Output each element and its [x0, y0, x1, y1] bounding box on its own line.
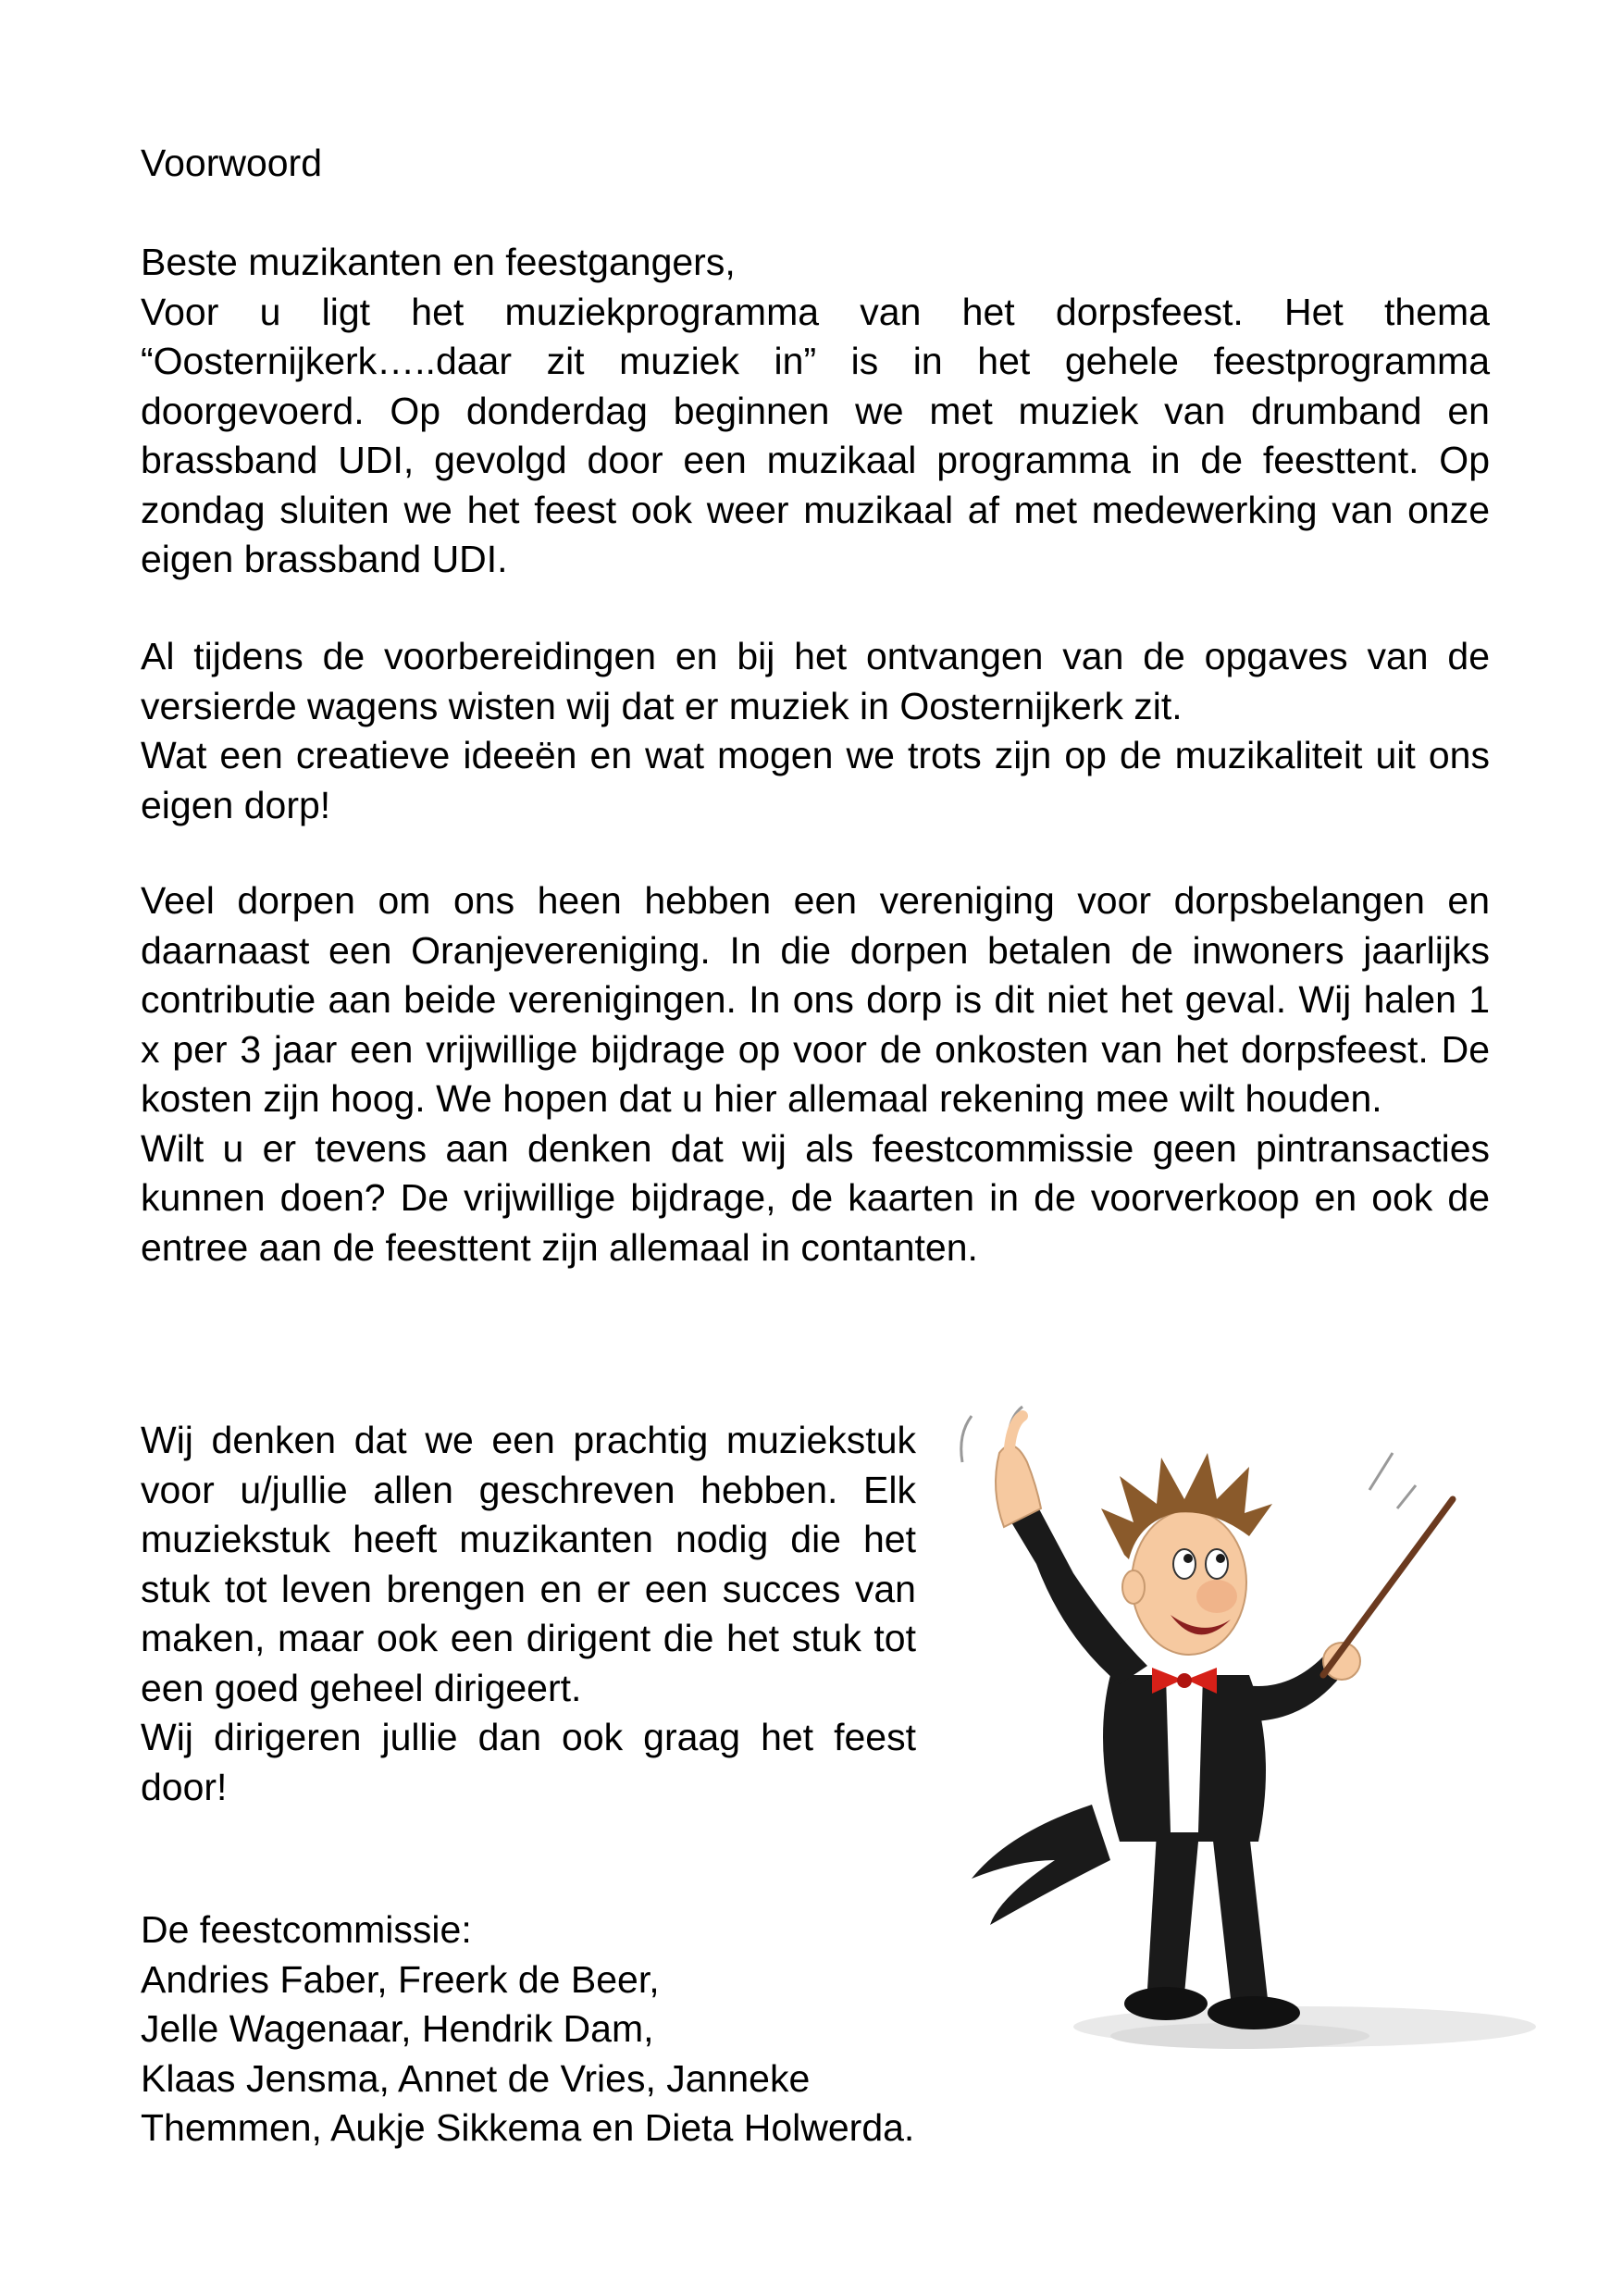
contribution-text-2: Wilt u er tevens aan denken dat wij als feestcommissie geen pintransacties kunnen doen? De vrijwillige bijdrage, de kaarten in de voorverkoop en ook de entree aan de feesttent zijn allemaal in contanten.	[141, 1126, 1490, 1269]
intro-body-text: Voor u ligt het muziekprogramma van het dorpsfeest. Het thema “Oosternijkerk…..daar zit muziek in” is in het gehele feestprogramma doorgevoerd. Op donderdag beginnen we met muziek van drumband en brassband UDI, gevolgd door een muzikaal programma in de feesttent. Op zondag sluiten we het feest ook weer muzikaal af met medewerking van onze eigen brassband UDI.	[141, 290, 1490, 580]
page-title: Voorwoord	[141, 142, 323, 184]
contribution-text-1: Veel dorpen om ons heen hebben een vereniging voor dorpsbelangen en daarnaast een Oranjevereniging. In die dorpen betalen de inwoners jaarlijks contributie aan beide verenigingen. In ons dorp is dit niet het geval. Wij halen 1 x per 3 jaar een vrijwillige bijdrage op voor de onkosten van het dorpsfeest. De kosten zijn hoog. We hopen dat u hier allemaal rekening mee wilt houden.	[141, 879, 1490, 1120]
preparations-text-1: Al tijdens de voorbereidingen en bij het ontvangen van de opgaves van de versierde wagens wisten wij dat er muziek in Oosternijkerk zit.	[141, 635, 1490, 727]
paragraph-preparations	[141, 632, 1490, 830]
preparations-text-2: Wat een creatieve ideeën en wat mogen we trots zijn op de muzikaliteit uit ons eigen dorp!	[141, 734, 1490, 826]
conductor-text-1: Wij denken dat we een prachtig muziekstuk voor u/jullie allen geschreven hebben. Elk muziekstuk heeft muzikanten nodig die het stuk tot leven brengen en er een succes van maken, maar ook een dirigent die het stuk tot een goed geheel dirigeert.	[141, 1419, 916, 1709]
signature-line: Klaas Jensma, Annet de Vries, Janneke	[141, 2056, 811, 2100]
signature-line: Themmen, Aukje Sikkema en Dieta Holwerda.	[141, 2106, 915, 2149]
conductor-cartoon-icon	[935, 1397, 1545, 2138]
greeting-text: Beste muzikanten en feestgangers,	[141, 241, 736, 283]
paragraph-conductor	[141, 1416, 916, 1812]
signature-label: De feestcommissie:	[141, 1908, 472, 1951]
signature-line: Andries Faber, Freerk de Beer,	[141, 1957, 660, 2001]
paragraph-intro	[141, 238, 1490, 585]
paragraph-contribution	[141, 876, 1490, 1272]
signature-line: Jelle Wagenaar, Hendrik Dam,	[141, 2007, 654, 2050]
signature-block	[141, 1905, 1066, 2153]
conductor-text-2: Wij dirigeren jullie dan ook graag het feest door!	[141, 1716, 916, 1808]
